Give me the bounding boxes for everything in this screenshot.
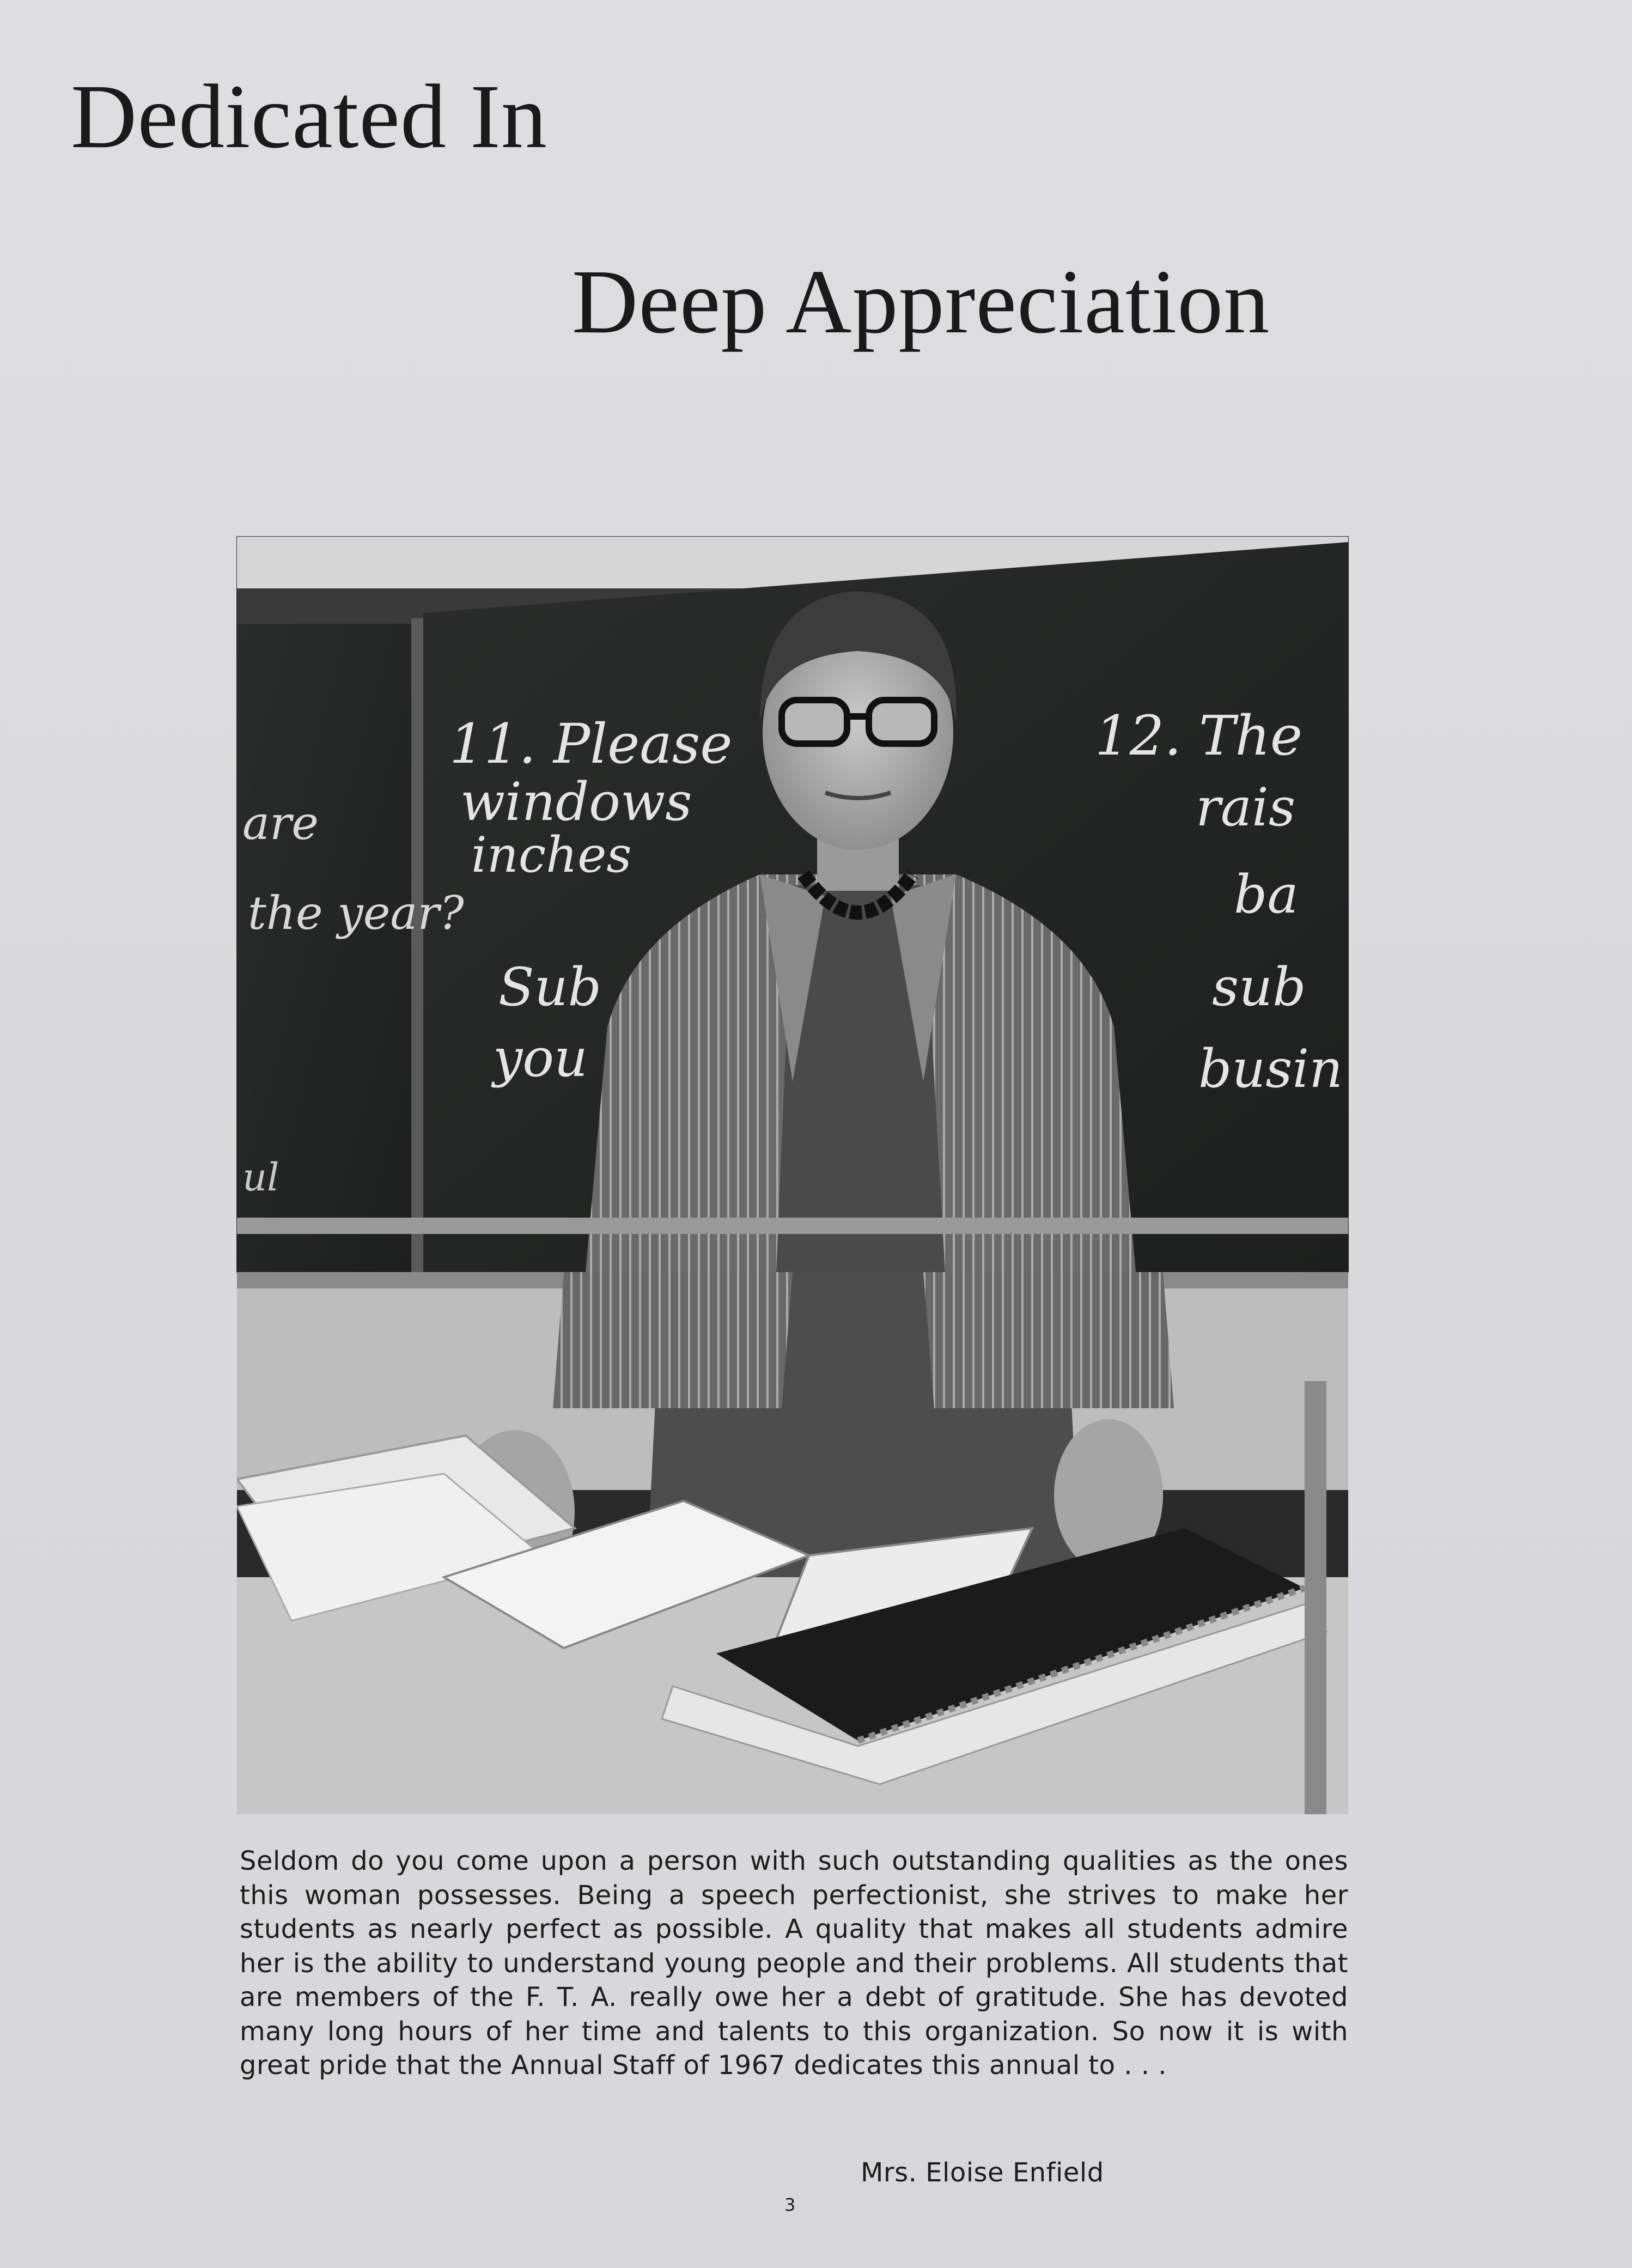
title-line-2: Deep Appreciation xyxy=(572,251,1270,352)
chalk-right-1: 12. The xyxy=(1095,704,1303,768)
chalk-left-3: ul xyxy=(242,1155,279,1200)
dedication-photo-desk xyxy=(237,1272,1348,1814)
chalk-left-2: the year? xyxy=(248,886,464,940)
chalk-right-5: busin xyxy=(1198,1038,1343,1099)
photo-chalkboard-scene xyxy=(237,537,1348,1272)
chalk-center-5: you xyxy=(493,1027,588,1089)
chalk-center-1: 11. Please xyxy=(449,712,733,776)
dedicatee-name: Mrs. Eloise Enfield xyxy=(861,2157,1104,2188)
title-line-1: Dedicated In xyxy=(71,66,547,167)
chalk-center-2: windows xyxy=(460,771,692,832)
chalk-center-4: Sub xyxy=(498,957,602,1018)
dedication-paragraph: Seldom do you come upon a person with such outstanding qualities as the ones this woman possesses. Being a speech perfectionist, she strives to make her students as nearly perfect as possible. A quality that makes all students admire her is the ability to understand young people and their problems. All students that are members of the F. T. A. really owe her a debt of gratitude. She has devoted many long hours of her time and talents to this organization. So now it is with great pride that the Annual Staff of 1967 dedicates this annual to . . . xyxy=(240,1846,1348,2081)
chalk-right-3: ba xyxy=(1234,864,1299,925)
chalk-right-4: sub xyxy=(1212,957,1306,1018)
photo-desk-scene xyxy=(237,1272,1348,1814)
chalk-center-3: inches xyxy=(471,826,632,884)
dedication-photo xyxy=(237,537,1348,1272)
chalk-left-1: are xyxy=(242,796,319,850)
chalk-right-2: rais xyxy=(1196,777,1296,838)
page-number: 3 xyxy=(784,2194,796,2215)
